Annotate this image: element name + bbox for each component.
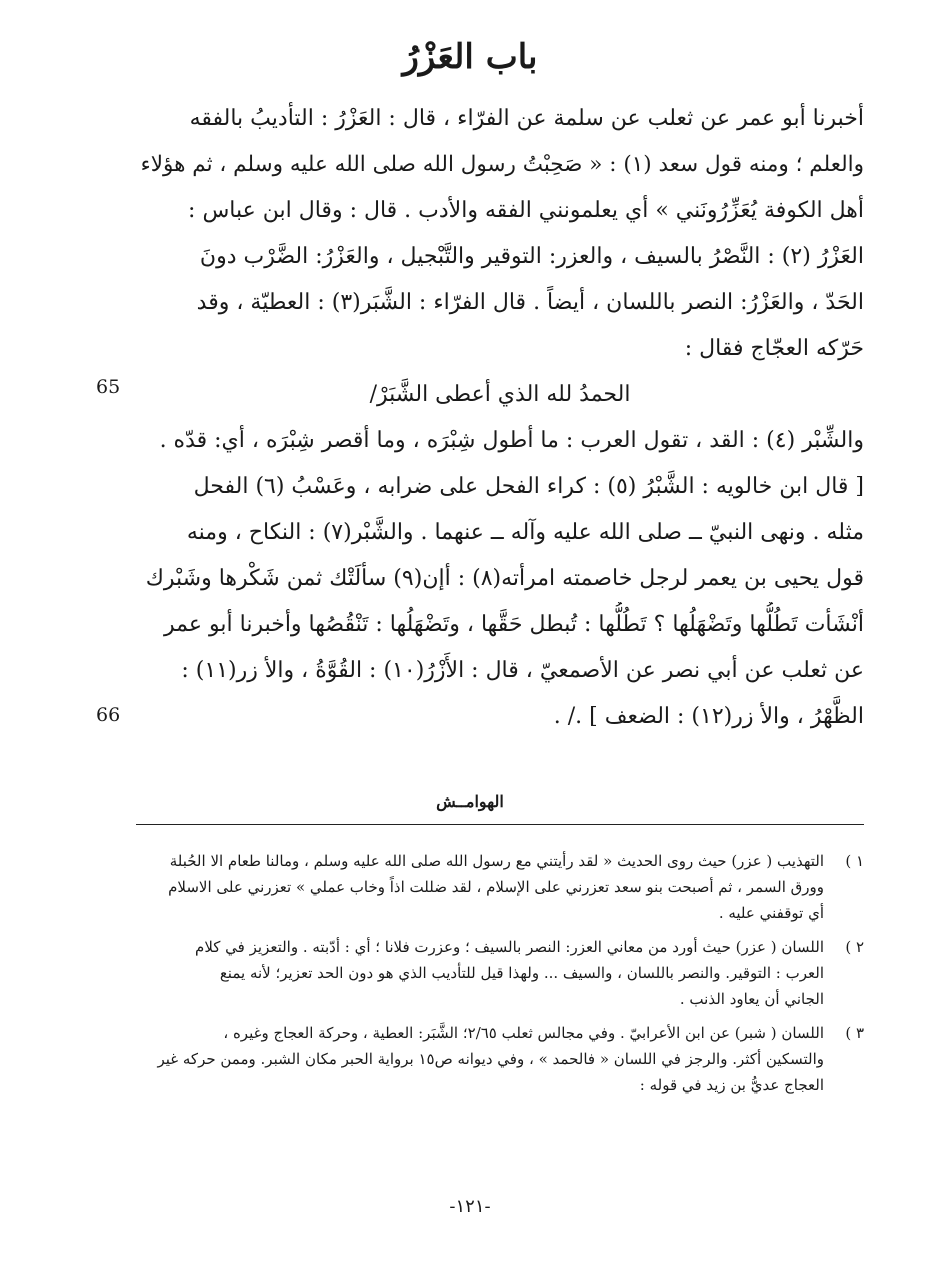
main-text bbox=[136, 96, 864, 740]
footnotes-divider bbox=[136, 824, 864, 825]
footnote-line: العرب : التوقير. والنصر باللسان ، والسيف ... ولهذا قيل للتأديب الذي هو دون الحد تعزير؛ لأنه يمنع bbox=[219, 964, 824, 982]
text-line: العَزْرُ (٢) : النَّصْرُ بالسيف ، والعزر: التوقير والتَّبْجيل ، والعَزْرُ: الضَّرْب دونَ bbox=[199, 244, 864, 269]
footnote-line: العجاج عديُّ بن زيد في قوله : bbox=[639, 1076, 824, 1094]
footnote-number: ٣ ) bbox=[845, 1024, 864, 1042]
margin-page-ref: 65 bbox=[96, 376, 121, 398]
footnote-line: أي توقفني عليه . bbox=[718, 904, 824, 922]
margin-page-ref: 66 bbox=[96, 704, 121, 726]
footnote-line: وورق السمر ، ثم أصبحت بنو سعد تعزرني على الإسلام ، لقد ضللت اذاً وخاب عملي » تعزرني على الاسلام bbox=[168, 878, 824, 896]
chapter-title: باب العَزْرُ bbox=[402, 37, 538, 77]
footnote bbox=[136, 934, 864, 1012]
text-line: [ قال ابن خالويه : الشَّبْرُ (٥) : كراء الفحل على ضرابه ، وعَسْبُ (٦) الفحل bbox=[193, 474, 864, 499]
text-line: أخبرنا أبو عمر عن ثعلب عن سلمة عن الفرّاء ، قال : العَزْرُ : التأديبُ بالفقه bbox=[189, 106, 864, 131]
text-line: والعلم ؛ ومنه قول سعد (١) : « صَحِبْتُ رسول الله صلى الله عليه وسلم ، ثم هؤلاء bbox=[140, 152, 864, 177]
footnote-line: اللسان ( عزر) حيث أورد من معاني العزر: النصر بالسيف ؛ وعزرت فلانا ؛ أي : أدّبته . والتعزيز في كلام bbox=[195, 938, 824, 956]
text-line: والشِّبْر (٤) : القد ، تقول العرب : ما أطول شِبْرَه ، وما أقصر شِبْرَه ، أي: قدّه . bbox=[159, 428, 864, 453]
page-number: -١٢١- bbox=[449, 1196, 491, 1217]
text-line: أنْشَأت تَطُلُّها وتَضْهَلُها ؟ تَطُلُّها : تُبطل حَقَّها ، وتَضْهَلُها : تَنْقُصُها وأخبرنا أبو عمر bbox=[164, 612, 864, 637]
text-line: حَرّكه العجّاج فقال : bbox=[684, 336, 864, 361]
footnote-number: ٢ ) bbox=[845, 938, 864, 956]
text-line: مثله . ونهى النبيّ ــ صلى الله عليه وآله ــ عنهما . والشَّبْر(٧) : النكاح ، ومنه bbox=[186, 520, 864, 545]
footnote bbox=[136, 1020, 864, 1098]
footnotes-heading: الهوامــش bbox=[436, 792, 504, 811]
text-line: قول يحيى بن يعمر لرجل خاصمته امرأته(٨) : أإن(٩) سألَتْك ثمن شَكْرها وشَبْرك bbox=[145, 566, 864, 591]
text-line: عن ثعلب عن أبي نصر عن الأصمعيّ ، قال : الأَزْرُ(١٠) : القُوَّةُ ، والأ زر(١١) : bbox=[181, 658, 864, 683]
verse-line: الحمدُ لله الذي أعطى الشَّبَرْ/ bbox=[369, 382, 631, 407]
footnote-line: التهذيب ( عزر) حيث روى الحديث « لقد رأيتني مع رسول الله صلى الله عليه وسلم ، ومالنا طعام الا الحُبلة bbox=[169, 852, 824, 870]
footnote-line: الجاني أن يعاود الذنب . bbox=[679, 990, 824, 1008]
footnote-line: والتسكين أكثر. والرجز في اللسان « فالحمد » ، وفي ديوانه ص١٥ برواية الحبر مكان الشبر. وممن حركه غير bbox=[157, 1050, 824, 1068]
footnotes bbox=[136, 848, 864, 1106]
footnote bbox=[136, 848, 864, 926]
footnote-number: ١ ) bbox=[845, 852, 864, 870]
text-line: الحَدّ ، والعَزْرُ: النصر باللسان ، أيضاً . قال الفرّاء : الشَّبَر(٣) : العطيّة ، وقد bbox=[196, 290, 864, 315]
text-line: الظَّهْرُ ، والأ زر(١٢) : الضعف ] ./ . bbox=[553, 704, 864, 729]
text-line: أهل الكوفة يُعَزِّرُونَني » أي يعلمونني الفقه والأدب . قال : وقال ابن عباس : bbox=[188, 198, 864, 223]
footnote-line: اللسان ( شبر) عن ابن الأعرابيّ . وفي مجالس ثعلب ٢/٦٥؛ الشَّبَر: العطية ، وحركة العجاج وغيره ، bbox=[223, 1024, 824, 1042]
